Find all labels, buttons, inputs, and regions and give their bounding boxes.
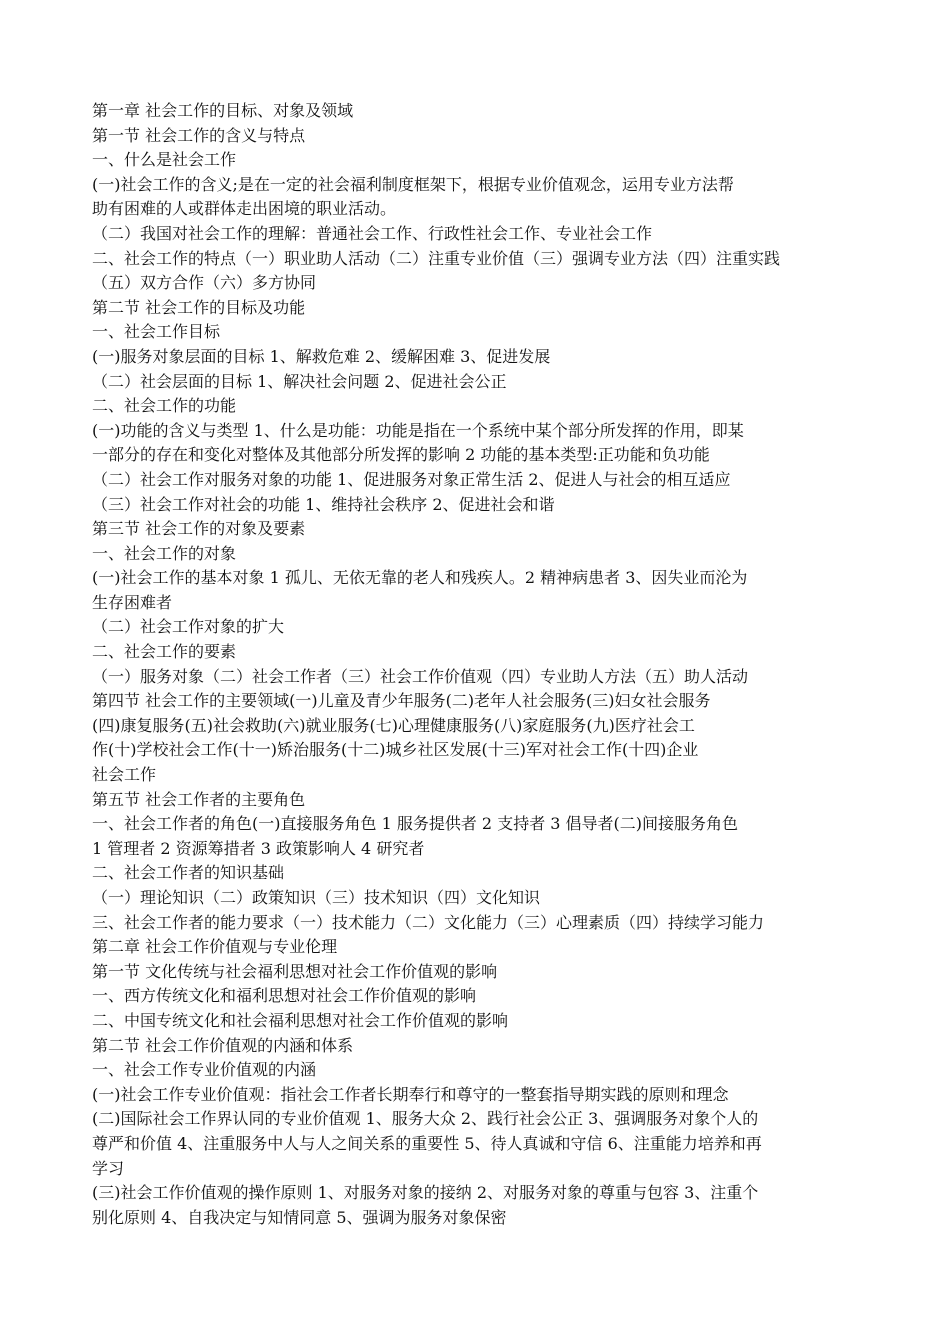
subsection-title: 二、社会工作者的知识基础 [92, 863, 285, 883]
section-title: 第五节 社会工作者的主要角色 [92, 789, 306, 809]
section-title: 第三节 社会工作的对象及要素 [92, 519, 306, 539]
chapter-title: 第二章 社会工作价值观与专业伦理 [92, 937, 338, 957]
text-line: 社会工作 [92, 765, 157, 785]
text-line: 别化原则 4、自我决定与知情同意 5、强调为服务对象保密 [92, 1207, 507, 1227]
section-title: 第一节 社会工作的含义与特点 [92, 125, 306, 145]
text-line: (一)服务对象层面的目标 1、解救危难 2、缓解困难 3、促进发展 [92, 346, 551, 366]
text-line: 助有困难的人或群体走出困境的职业活动。 [92, 199, 397, 219]
section-title: 第四节 社会工作的主要领域(一)儿童及青少年服务(二)老年人社会服务(三)妇女社会服务 [92, 691, 711, 711]
subsection-title: 一、什么是社会工作 [92, 150, 237, 170]
text-line: （三）社会工作对社会的功能 1、维持社会秩序 2、促进社会和谐 [92, 494, 555, 514]
text-line: （二）我国对社会工作的理解：普通社会工作、行政性社会工作、专业社会工作 [92, 223, 653, 243]
text-line: (一)社会工作的含义;是在一定的社会福利制度框架下，根据专业价值观念，运用专业方法帮 [92, 174, 734, 194]
text-line: （一）理论知识（二）政策知识（三）技术知识（四）文化知识 [92, 888, 541, 907]
text-line: (一)功能的含义与类型 1、什么是功能：功能是指在一个系统中某个部分所发挥的作用，即某 [92, 420, 744, 440]
text-line: 1 管理者 2 资源筹措者 3 政策影响人 4 研究者 [92, 838, 425, 858]
text-line: 学习 [92, 1158, 125, 1178]
document-body [92, 99, 862, 1230]
text-line: 一、社会工作者的角色(一)直接服务角色 1 服务提供者 2 支持者 3 倡导者(二)间接服务角色 [92, 814, 739, 834]
text-line: 二、中国专统文化和社会福利思想对社会工作价值观的影响 [92, 1010, 509, 1030]
subsection-title: 二、社会工作的要素 [92, 642, 237, 662]
text-line: (二)国际社会工作界认同的专业价值观 1、服务大众 2、践行社会公正 3、强调服务对象个人的 [92, 1109, 759, 1129]
text-line: （二）社会工作对服务对象的功能 1、促进服务对象正常生活 2、促进人与社会的相互适应 [92, 469, 731, 489]
text-line: 一、西方传统文化和福利思想对社会工作价值观的影响 [92, 986, 477, 1006]
text-line: （二）社会层面的目标 1、解决社会问题 2、促进社会公正 [92, 371, 507, 391]
text-line: (一)社会工作的基本对象 1 孤儿、无依无靠的老人和残疾人。2 精神病患者 3、因失业而沦为 [92, 568, 748, 588]
section-title: 第二节 社会工作价值观的内涵和体系 [92, 1035, 354, 1055]
section-title: 第一节 文化传统与社会福利思想对社会工作价值观的影响 [92, 961, 498, 981]
text-line: 作(十)学校社会工作(十一)矫治服务(十二)城乡社区发展(十三)军对社会工作(十四)企业 [92, 740, 699, 760]
section-title: 第二节 社会工作的目标及功能 [92, 297, 306, 317]
text-line: 二、社会工作的特点（一）职业助人活动（二）注重专业价值（三）强调专业方法（四）注重实践 [92, 248, 781, 268]
text-line: （一）服务对象（二）社会工作者（三）社会工作价值观（四）专业助人方法（五）助人活动 [92, 666, 749, 686]
text-line: 生存困难者 [92, 592, 173, 612]
text-line: 一部分的存在和变化对整体及其他部分所发挥的影响 2 功能的基本类型:正功能和负功能 [92, 445, 710, 465]
text-line: （五）双方合作（六）多方协同 [92, 273, 317, 293]
text-line: （二）社会工作对象的扩大 [92, 617, 285, 637]
text-line: 尊严和价值 4、注重服务中人与人之间关系的重要性 5、待人真诚和守信 6、注重能力培养和再 [92, 1133, 762, 1153]
text-line: (四)康复服务(五)社会救助(六)就业服务(七)心理健康服务(八)家庭服务(九)医疗社会工 [92, 715, 695, 735]
text-line: 三、社会工作者的能力要求（一）技术能力（二）文化能力（三）心理素质（四）持续学习能力 [92, 912, 765, 932]
subsection-title: 一、社会工作目标 [92, 322, 221, 342]
text-line: (三)社会工作价值观的操作原则 1、对服务对象的接纳 2、对服务对象的尊重与包容 3、注重个 [92, 1183, 759, 1203]
text-line: (一)社会工作专业价值观：指社会工作者长期奉行和尊守的一整套指导期实践的原则和理念 [92, 1084, 729, 1104]
subsection-title: 二、社会工作的功能 [92, 396, 237, 416]
subsection-title: 一、社会工作的对象 [92, 543, 237, 563]
chapter-title: 第一章 社会工作的目标、对象及领域 [92, 101, 354, 120]
subsection-title: 一、社会工作专业价值观的内涵 [92, 1060, 317, 1080]
